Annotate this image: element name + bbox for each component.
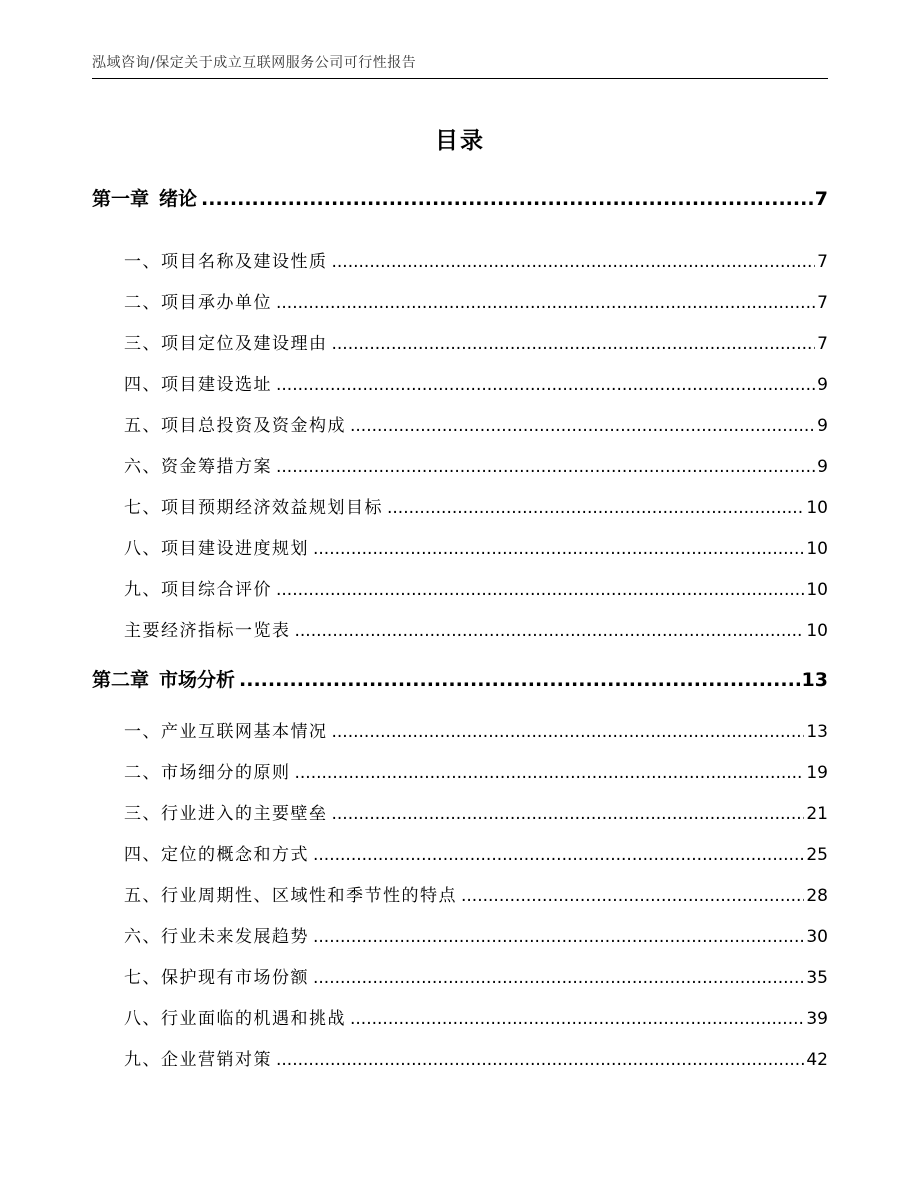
- dot-leader: [276, 580, 804, 600]
- toc-entry[interactable]: [124, 963, 828, 988]
- page-number: 9: [817, 457, 828, 477]
- entry-title: 主要经济指标一览表: [124, 621, 291, 641]
- page-number: 7: [814, 188, 828, 210]
- toc-entry[interactable]: [124, 840, 828, 865]
- entry-title: 行业未来发展趋势: [161, 927, 309, 947]
- entry-number: 六、: [124, 457, 161, 477]
- entry-number: 九、: [124, 580, 161, 600]
- entry-title: 项目预期经济效益规划目标: [161, 498, 383, 518]
- dot-leader: [295, 763, 805, 783]
- entry-title: 项目名称及建设性质: [161, 252, 328, 272]
- dot-leader: [295, 621, 805, 641]
- dot-leader: [276, 375, 815, 395]
- page-number: 9: [817, 416, 828, 436]
- toc-entry[interactable]: [124, 452, 828, 477]
- entry-number: 九、: [124, 1050, 161, 1070]
- dot-leader: [332, 334, 816, 354]
- entry-number: 二、: [124, 763, 161, 783]
- page-number: 9: [817, 375, 828, 395]
- toc-title: 目录: [435, 128, 485, 154]
- toc-entry[interactable]: [124, 881, 828, 906]
- toc-chapter-1[interactable]: [92, 184, 828, 211]
- entry-title: 企业营销对策: [161, 1050, 272, 1070]
- toc-entry[interactable]: [124, 758, 828, 783]
- chapter-number: 第一章: [92, 188, 150, 210]
- dot-leader: [313, 927, 804, 947]
- entry-number: 二、: [124, 293, 161, 313]
- page-number: 21: [806, 804, 828, 824]
- entry-title: 行业面临的机遇和挑战: [161, 1009, 346, 1029]
- entry-number: 四、: [124, 375, 161, 395]
- running-header: 泓域咨询/保定关于成立互联网服务公司可行性报告: [92, 55, 417, 71]
- page-number: 7: [817, 252, 828, 272]
- toc-entry[interactable]: [124, 616, 828, 641]
- entry-title: 项目总投资及资金构成: [161, 416, 346, 436]
- entry-number: 五、: [124, 416, 161, 436]
- chapter-title: 市场分析: [159, 669, 236, 691]
- entry-title: 项目建设进度规划: [161, 539, 309, 559]
- page-number: 13: [806, 722, 828, 742]
- page-number: 39: [806, 1009, 828, 1029]
- entry-title: 项目建设选址: [161, 375, 272, 395]
- chapter-number: 第二章: [92, 669, 150, 691]
- dot-leader: [313, 968, 804, 988]
- page-number: 10: [806, 580, 828, 600]
- entry-title: 行业周期性、区域性和季节性的特点: [161, 886, 457, 906]
- entry-number: 八、: [124, 539, 161, 559]
- toc-entry[interactable]: [124, 288, 828, 313]
- page-number: 7: [817, 334, 828, 354]
- page-number: 28: [806, 886, 828, 906]
- toc-entry[interactable]: [124, 575, 828, 600]
- toc-entry[interactable]: [124, 534, 828, 559]
- entry-title: 产业互联网基本情况: [161, 722, 328, 742]
- dot-leader: [201, 188, 813, 210]
- entry-title: 项目定位及建设理由: [161, 334, 328, 354]
- page-number: 30: [806, 927, 828, 947]
- dot-leader: [276, 293, 815, 313]
- entry-number: 五、: [124, 886, 161, 906]
- page-number: 25: [806, 845, 828, 865]
- entry-number: 四、: [124, 845, 161, 865]
- entry-number: 七、: [124, 968, 161, 988]
- dot-leader: [332, 252, 816, 272]
- entry-title: 项目承办单位: [161, 293, 272, 313]
- entry-number: 八、: [124, 1009, 161, 1029]
- entry-number: 六、: [124, 927, 161, 947]
- page-number: 35: [806, 968, 828, 988]
- toc-entry[interactable]: [124, 922, 828, 947]
- entry-title: 市场细分的原则: [161, 763, 291, 783]
- entry-title: 保护现有市场份额: [161, 968, 309, 988]
- dot-leader: [461, 886, 804, 906]
- chapter-title: 绪论: [159, 188, 198, 210]
- toc-chapter-2[interactable]: [92, 665, 828, 692]
- dot-leader: [387, 498, 804, 518]
- entry-title: 资金筹措方案: [161, 457, 272, 477]
- page-number: 19: [806, 763, 828, 783]
- toc-entry[interactable]: [124, 370, 828, 395]
- dot-leader: [350, 416, 815, 436]
- page-number: 42: [806, 1050, 828, 1070]
- entry-number: 一、: [124, 252, 161, 272]
- entry-title: 项目综合评价: [161, 580, 272, 600]
- entry-title: 行业进入的主要壁垒: [161, 804, 328, 824]
- toc-entry[interactable]: [124, 329, 828, 354]
- page-number: 7: [817, 293, 828, 313]
- dot-leader: [332, 804, 805, 824]
- dot-leader: [350, 1009, 804, 1029]
- toc-entry[interactable]: [124, 1004, 828, 1029]
- entry-title: 定位的概念和方式: [161, 845, 309, 865]
- toc-entry[interactable]: [124, 717, 828, 742]
- dot-leader: [239, 669, 800, 691]
- page-number: 13: [801, 669, 828, 691]
- page-number: 10: [806, 539, 828, 559]
- toc-entry[interactable]: [124, 411, 828, 436]
- dot-leader: [276, 1050, 804, 1070]
- toc-entry[interactable]: [124, 799, 828, 824]
- dot-leader: [276, 457, 815, 477]
- entry-number: 七、: [124, 498, 161, 518]
- dot-leader: [313, 845, 804, 865]
- entry-number: 三、: [124, 334, 161, 354]
- entry-number: 三、: [124, 804, 161, 824]
- dot-leader: [332, 722, 805, 742]
- page-number: 10: [806, 621, 828, 641]
- toc-entry[interactable]: [124, 493, 828, 518]
- toc-entry[interactable]: [124, 247, 828, 272]
- page-number: 10: [806, 498, 828, 518]
- toc-entry[interactable]: [124, 1045, 828, 1070]
- header-divider: [92, 78, 828, 79]
- entry-number: 一、: [124, 722, 161, 742]
- dot-leader: [313, 539, 804, 559]
